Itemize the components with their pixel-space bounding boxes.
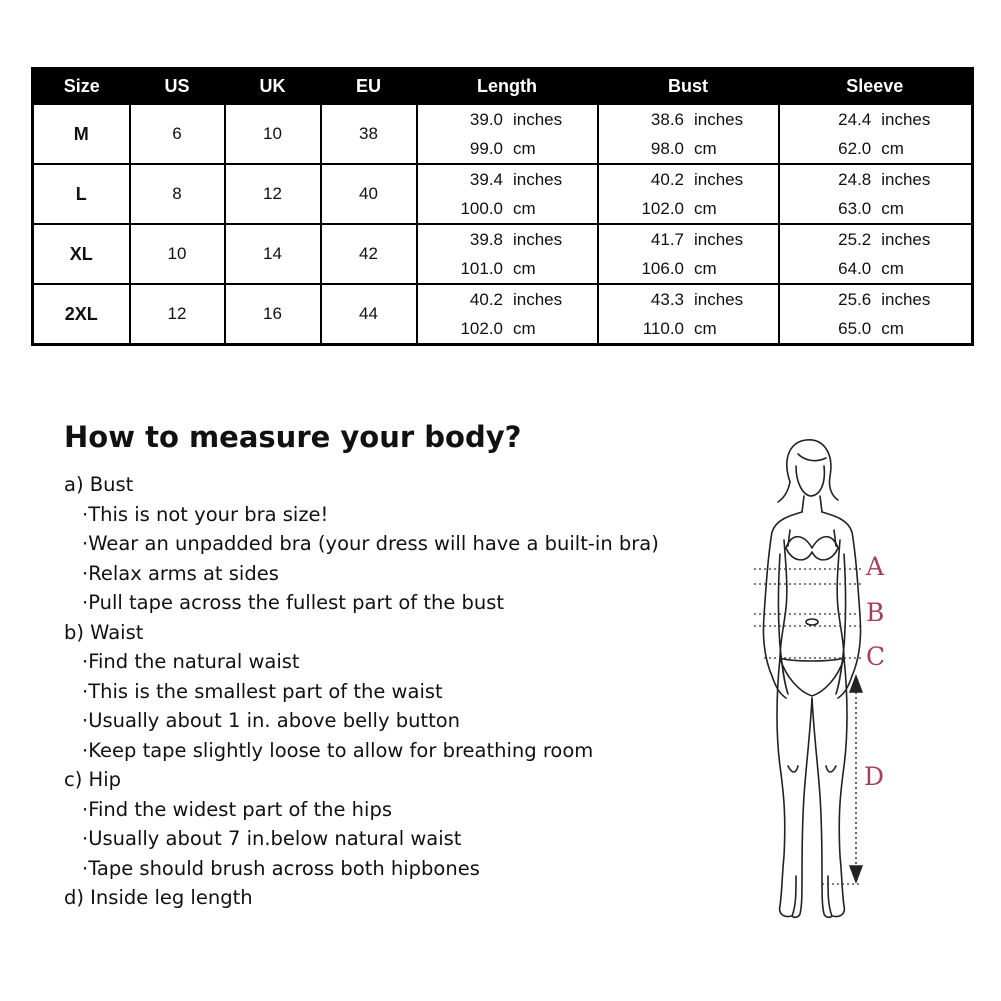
- header-size: Size: [33, 69, 130, 105]
- measurement-unit: inches: [694, 110, 744, 129]
- length-cell: [417, 104, 598, 164]
- measurement-unit: cm: [881, 319, 904, 338]
- length-cm-value: [418, 314, 597, 343]
- header-sleeve: Sleeve: [779, 69, 973, 105]
- measure-tip: ·This is not your bra size!: [82, 502, 329, 526]
- label-d: D: [864, 762, 885, 791]
- length-cm-value: [418, 194, 597, 223]
- measurement-unit: inches: [881, 110, 931, 129]
- measure-step-heading: a) Bust: [64, 473, 134, 496]
- measurement-unit: inches: [513, 230, 563, 249]
- bust-cell: [598, 224, 779, 284]
- uk-cell: 14: [225, 224, 321, 284]
- measurement-unit: cm: [694, 319, 717, 338]
- sleeve-inches-value: [780, 285, 972, 314]
- sleeve-cell: [779, 104, 973, 164]
- measurement-number: 101.0: [460, 259, 503, 278]
- measurement-number: 63.0: [838, 199, 872, 218]
- label-a: A: [866, 552, 885, 581]
- measure-tip: ·This is the smallest part of the waist: [82, 679, 443, 703]
- measurement-number: 40.2: [469, 290, 503, 309]
- eu-cell: 44: [321, 284, 417, 345]
- size-cell: L: [33, 164, 130, 224]
- header-eu: EU: [321, 69, 417, 105]
- measure-tip: ·Keep tape slightly loose to allow for breathing room: [82, 738, 594, 762]
- length-inches-value: [418, 285, 597, 314]
- header-bust: Bust: [598, 69, 779, 105]
- us-cell: 8: [130, 164, 225, 224]
- label-c: C: [866, 642, 886, 671]
- bust-cell: [598, 284, 779, 345]
- table-row: [33, 164, 973, 224]
- length-inches-value: [418, 165, 597, 194]
- measure-tip: ·Find the widest part of the hips: [82, 797, 392, 821]
- measurement-number: 24.8: [838, 170, 872, 189]
- bust-cm-value: [599, 314, 778, 343]
- measurement-unit: cm: [513, 199, 536, 218]
- size-cell: M: [33, 104, 130, 164]
- measurement-number: 24.4: [838, 110, 872, 129]
- measurement-unit: cm: [513, 139, 536, 158]
- sleeve-inches-value: [780, 225, 972, 254]
- bust-cm-value: [599, 194, 778, 223]
- measurement-unit: inches: [513, 290, 563, 309]
- header-length: Length: [417, 69, 598, 105]
- measurement-number: 102.0: [641, 199, 684, 218]
- measurement-number: 39.8: [469, 230, 503, 249]
- measurement-unit: inches: [881, 290, 931, 309]
- bust-cm-value: [599, 254, 778, 283]
- bust-cell: [598, 164, 779, 224]
- measurement-unit: inches: [513, 170, 563, 189]
- size-chart-table: [31, 67, 974, 346]
- measurement-unit: cm: [881, 259, 904, 278]
- label-b: B: [866, 598, 885, 627]
- measurement-number: 39.0: [469, 110, 503, 129]
- sleeve-cell: [779, 164, 973, 224]
- measurement-unit: cm: [694, 199, 717, 218]
- uk-cell: 10: [225, 104, 321, 164]
- length-cell: [417, 164, 598, 224]
- eu-cell: 38: [321, 104, 417, 164]
- length-cell: [417, 284, 598, 345]
- measurement-number: 99.0: [469, 139, 503, 158]
- sleeve-cm-value: [780, 314, 972, 343]
- measurement-number: 25.6: [838, 290, 872, 309]
- measure-tip: ·Usually about 1 in. above belly button: [82, 709, 461, 732]
- us-cell: 12: [130, 284, 225, 345]
- eu-cell: 40: [321, 164, 417, 224]
- sleeve-cm-value: [780, 254, 972, 283]
- length-inches-value: [418, 225, 597, 254]
- bust-inches-value: [599, 105, 778, 134]
- measurement-unit: inches: [694, 290, 744, 309]
- measurement-unit: cm: [694, 139, 717, 158]
- measurement-number: 110.0: [642, 319, 684, 338]
- table-header-row: [33, 69, 973, 105]
- table-row: [33, 104, 973, 164]
- measurement-unit: cm: [513, 259, 536, 278]
- measurement-unit: inches: [694, 170, 744, 189]
- size-cell: 2XL: [33, 284, 130, 345]
- measurement-number: 41.7: [650, 230, 684, 249]
- header-us: US: [130, 69, 225, 105]
- sleeve-cm-value: [780, 134, 972, 163]
- measurement-number: 40.2: [650, 170, 684, 189]
- body-measurement-figure: [740, 436, 900, 921]
- measurement-unit: inches: [694, 230, 744, 249]
- measurement-unit: inches: [881, 230, 931, 249]
- measurement-unit: cm: [513, 319, 536, 338]
- sleeve-cell: [779, 224, 973, 284]
- measurement-number: 64.0: [838, 259, 872, 278]
- measure-tip: ·Relax arms at sides: [82, 561, 279, 585]
- measure-tip: ·Wear an unpadded bra (your dress will have a built-in bra): [82, 532, 659, 555]
- measure-tip: ·Pull tape across the fullest part of the bust: [82, 591, 505, 614]
- length-cm-value: [418, 254, 597, 283]
- bust-inches-value: [599, 165, 778, 194]
- measurement-number: 98.0: [650, 139, 684, 158]
- uk-cell: 12: [225, 164, 321, 224]
- measure-tip: ·Tape should brush across both hipbones: [82, 856, 480, 880]
- measurement-number: 65.0: [838, 319, 872, 338]
- body-outline-illustration: [740, 436, 900, 921]
- us-cell: 10: [130, 224, 225, 284]
- measurement-unit: inches: [881, 170, 931, 189]
- measurement-number: 25.2: [838, 230, 872, 249]
- header-uk: UK: [225, 69, 321, 105]
- uk-cell: 16: [225, 284, 321, 345]
- length-cell: [417, 224, 598, 284]
- measurement-number: 102.0: [460, 319, 503, 338]
- table-row: [33, 224, 973, 284]
- measurement-unit: cm: [694, 259, 717, 278]
- measure-step-heading: b) Waist: [64, 620, 144, 644]
- measure-tip: ·Find the natural waist: [82, 650, 300, 673]
- size-cell: XL: [33, 224, 130, 284]
- measurement-number: 38.6: [650, 110, 684, 129]
- bust-cell: [598, 104, 779, 164]
- sleeve-inches-value: [780, 165, 972, 194]
- measurement-unit: cm: [881, 139, 904, 158]
- guide-title: How to measure your body?: [64, 420, 522, 454]
- measure-step-heading: d) Inside leg length: [64, 886, 253, 909]
- measurement-number: 39.4: [469, 170, 503, 189]
- length-inches-value: [418, 105, 597, 134]
- bust-inches-value: [599, 285, 778, 314]
- measurement-number: 106.0: [641, 259, 684, 278]
- measurement-number: 100.0: [460, 199, 503, 218]
- measure-step-heading: c) Hip: [64, 768, 121, 791]
- measurement-unit: cm: [881, 199, 904, 218]
- bust-cm-value: [599, 134, 778, 163]
- measurement-number: 43.3: [650, 290, 684, 309]
- bust-inches-value: [599, 225, 778, 254]
- table-row: [33, 284, 973, 345]
- length-cm-value: [418, 134, 597, 163]
- sleeve-cm-value: [780, 194, 972, 223]
- us-cell: 6: [130, 104, 225, 164]
- measure-tip: ·Usually about 7 in.below natural waist: [82, 827, 462, 850]
- measurement-number: 62.0: [838, 139, 872, 158]
- sleeve-cell: [779, 284, 973, 345]
- measurement-unit: inches: [513, 110, 563, 129]
- sleeve-inches-value: [780, 105, 972, 134]
- eu-cell: 42: [321, 224, 417, 284]
- measurement-instructions: [64, 470, 704, 913]
